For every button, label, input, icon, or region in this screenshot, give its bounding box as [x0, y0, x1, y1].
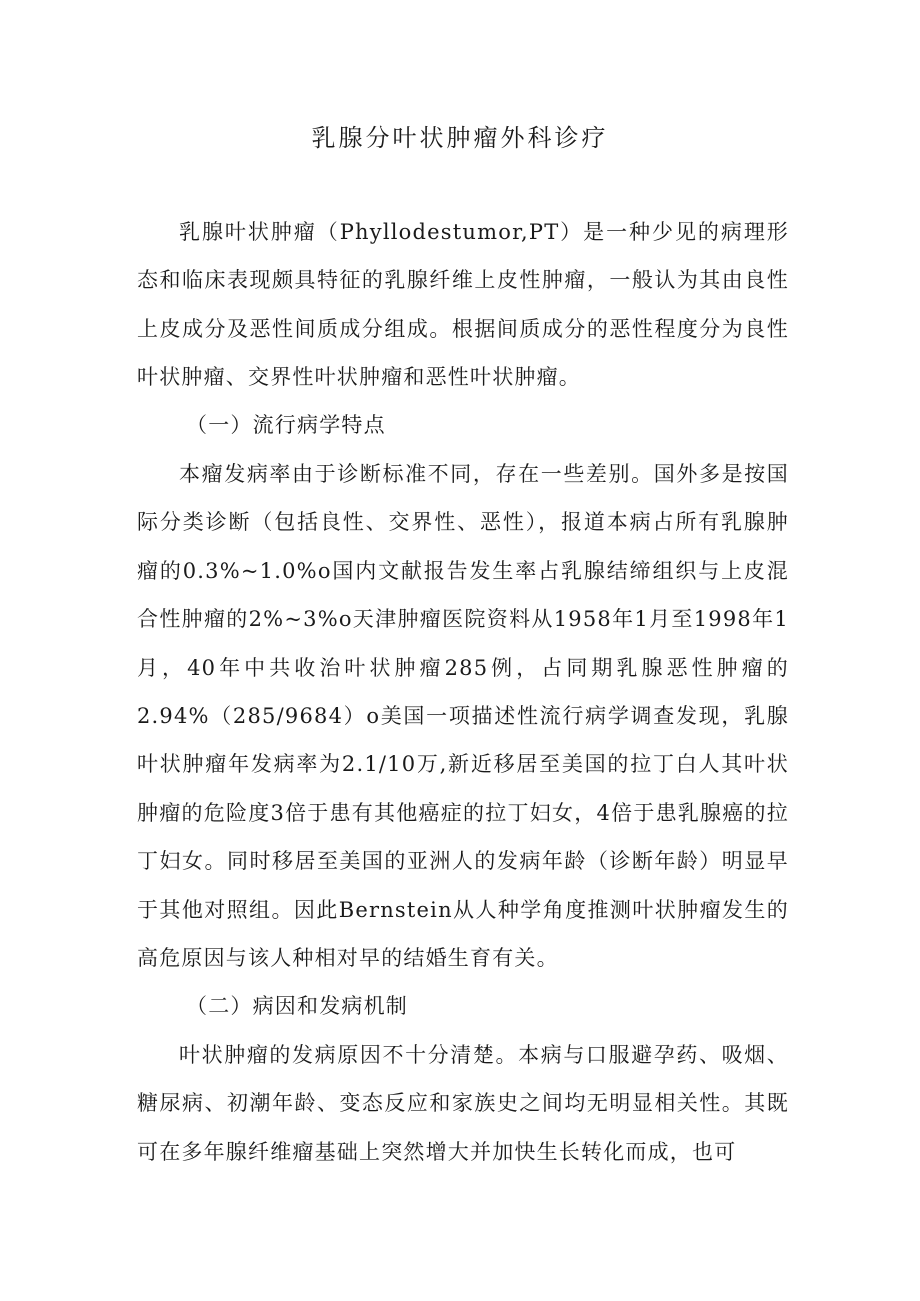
- intro-paragraph-block: [137, 208, 789, 402]
- section-heading-epidemiology: （一）流行病学特点: [186, 413, 386, 437]
- etiology-paragraph: 叶状肿瘤的发病原因不十分清楚。本病与口服避孕药、吸烟、糖尿病、初潮年龄、变态反应和家族史之间均无明显相关性。其既可在多年腺纤维瘤基础上突然增大并加快生长转化而成，也可: [137, 1043, 789, 1164]
- etiology-paragraph-block: [137, 1031, 789, 1176]
- document-title: 乳腺分叶状肿瘤外科诊疗: [311, 124, 609, 152]
- epidemiology-paragraph: 本瘤发病率由于诊断标准不同，存在一些差别。国外多是按国际分类诊断（包括良性、交界性、恶性），报道本病占所有乳腺肿瘤的0.3%~1.0%o国内文献报告发生率占乳腺结缔组织与上皮混合性肿瘤的2%~3%o天津肿瘤医院资料从1958年1月至1998年1月，40年中共收治叶状肿瘤285例，占同期乳腺恶性肿瘤的2.94%（285/9684）o美国一项描述性流行病学调查发现，乳腺叶状肿瘤年发病率为2.1/10万,新近移居至美国的拉丁白人其叶状肿瘤的危险度3倍于患有其他癌症的拉丁妇女，4倍于患乳腺癌的拉丁妇女。同时移居至美国的亚洲人的发病年龄（诊断年龄）明显早于其他对照组。因此Bernstein从人种学角度推测叶状肿瘤发生的高危原因与该人种相对早的结婚生育有关。: [137, 462, 789, 971]
- intro-paragraph: 乳腺叶状肿瘤（Phyllodestumor,PT）是一种少见的病理形态和临床表现颇具特征的乳腺纤维上皮性肿瘤，一般认为其由良性上皮成分及恶性间质成分组成。根据间质成分的恶性程度分为良性叶状肿瘤、交界性叶状肿瘤和恶性叶状肿瘤。: [137, 220, 789, 390]
- section-heading-block-2: [137, 982, 789, 1030]
- section-heading-etiology: （二）病因和发病机制: [186, 994, 408, 1018]
- epidemiology-paragraph-block: [137, 450, 789, 982]
- section-heading-block-1: [137, 401, 789, 449]
